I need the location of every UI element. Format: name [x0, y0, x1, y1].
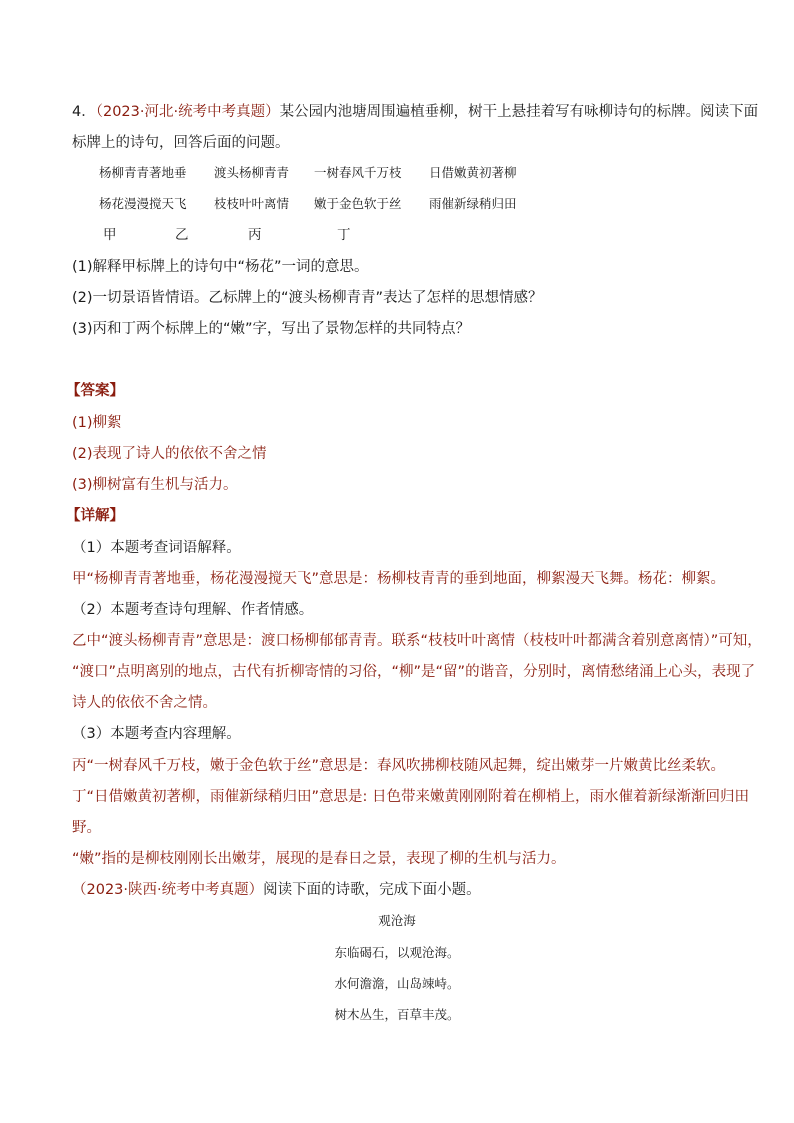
sign-jia-line-2: 杨花漫漫搅天飞	[99, 196, 187, 211]
sign-bing-line-1: 一树春风千万枝	[314, 165, 402, 180]
question-stem-1: 某公园内池塘周围遍植垂柳，树干上悬挂着写有咏柳诗句的标牌。阅读下面	[279, 104, 759, 120]
detail-line-11: “嫩”指的是柳枝刚刚长出嫩芽，展现的是春日之景，表现了柳的生机与活力。	[72, 851, 566, 867]
sign-jia-label: 甲	[103, 227, 117, 243]
poem-line-3: 树木丛生，百草丰茂。	[334, 1007, 460, 1022]
detail-heading: 【详解】	[66, 508, 124, 524]
sign-ding-line-2: 雨催新绿稍归田	[429, 196, 517, 211]
sub-question-2: (2)一切景语皆情语。乙标牌上的“渡头杨柳青青”表达了怎样的思想情感？	[72, 290, 543, 306]
detail-line-9: 丁“日借嫩黄初著柳，雨催新绿稍归田”意思是: 日色带来嫩黄刚刚附着在柳梢上，雨水催着新绿渐渐回归田	[72, 789, 750, 805]
sign-jia-line-1: 杨柳青青著地垂	[99, 165, 187, 180]
sign-yi-line-1: 渡头杨柳青青	[214, 165, 290, 180]
detail-line-10: 野。	[72, 820, 101, 836]
sign-ding-line-1: 日借嫩黄初著柳	[429, 165, 517, 180]
question-4-line-1	[72, 102, 758, 122]
detail-line-4: 乙中“渡头杨柳青青”意思是：渡口杨柳郁郁青青。联系“枝枝叶叶离情（枝枝叶叶都满含着别意离情）”可知，	[72, 633, 762, 649]
next-question-line	[72, 880, 481, 900]
detail-line-8: 丙“一树春风千万枝，嫩于金色软于丝”意思是：春风吹拂柳枝随风起舞，绽出嫩芽一片嫩黄比丝柔软。	[72, 758, 726, 774]
poem-line-2: 水何澹澹，山岛竦峙。	[334, 976, 460, 991]
sign-yi-label: 乙	[175, 227, 189, 243]
detail-line-7: （3）本题考查内容理解。	[72, 726, 241, 742]
poem-line-1: 东临碣石，以观沧海。	[334, 945, 460, 960]
answer-3: (3)柳树富有生机与活力。	[72, 477, 238, 493]
detail-line-1: （1）本题考查词语解释。	[72, 540, 241, 556]
next-question-stem: 阅读下面的诗歌，完成下面小题。	[263, 882, 481, 898]
sub-question-3: (3)丙和丁两个标牌上的“嫩”字，写出了景物怎样的共同特点？	[72, 321, 471, 337]
sign-bing-label: 丙	[248, 227, 262, 243]
poem-title: 观沧海	[378, 913, 416, 928]
detail-line-5: “渡口”点明离别的地点，古代有折柳寄情的习俗，“柳”是“留”的谐音，分别时，离情愁绪涌上心头，表现了	[72, 664, 756, 680]
answer-heading: 【答案】	[66, 383, 124, 399]
question-stem-2: 标牌上的诗句，回答后面的问题。	[72, 135, 290, 151]
detail-line-3: （2）本题考查诗句理解、作者情感。	[72, 602, 314, 618]
answer-2: (2)表现了诗人的依依不舍之情	[72, 446, 267, 462]
sub-question-1: (1)解释甲标牌上的诗句中“杨花”一词的意思。	[72, 259, 369, 275]
detail-line-6: 诗人的依依不舍之情。	[72, 695, 217, 711]
answer-1: (1)柳絮	[72, 415, 122, 431]
sign-bing-line-2: 嫩于金色软于丝	[314, 196, 402, 211]
question-source: （2023·河北·统考中考真题）	[95, 104, 280, 120]
sign-ding-label: 丁	[337, 227, 351, 243]
question-number: 4．	[72, 104, 96, 120]
next-question-source: （2023·陕西·统考中考真题）	[72, 882, 264, 898]
sign-yi-line-2: 枝枝叶叶离情	[214, 196, 290, 211]
detail-line-2: 甲“杨柳青青著地垂，杨花漫漫搅天飞”意思是：杨柳枝青青的垂到地面，柳絮漫天飞舞。杨花：柳絮。	[72, 571, 726, 587]
